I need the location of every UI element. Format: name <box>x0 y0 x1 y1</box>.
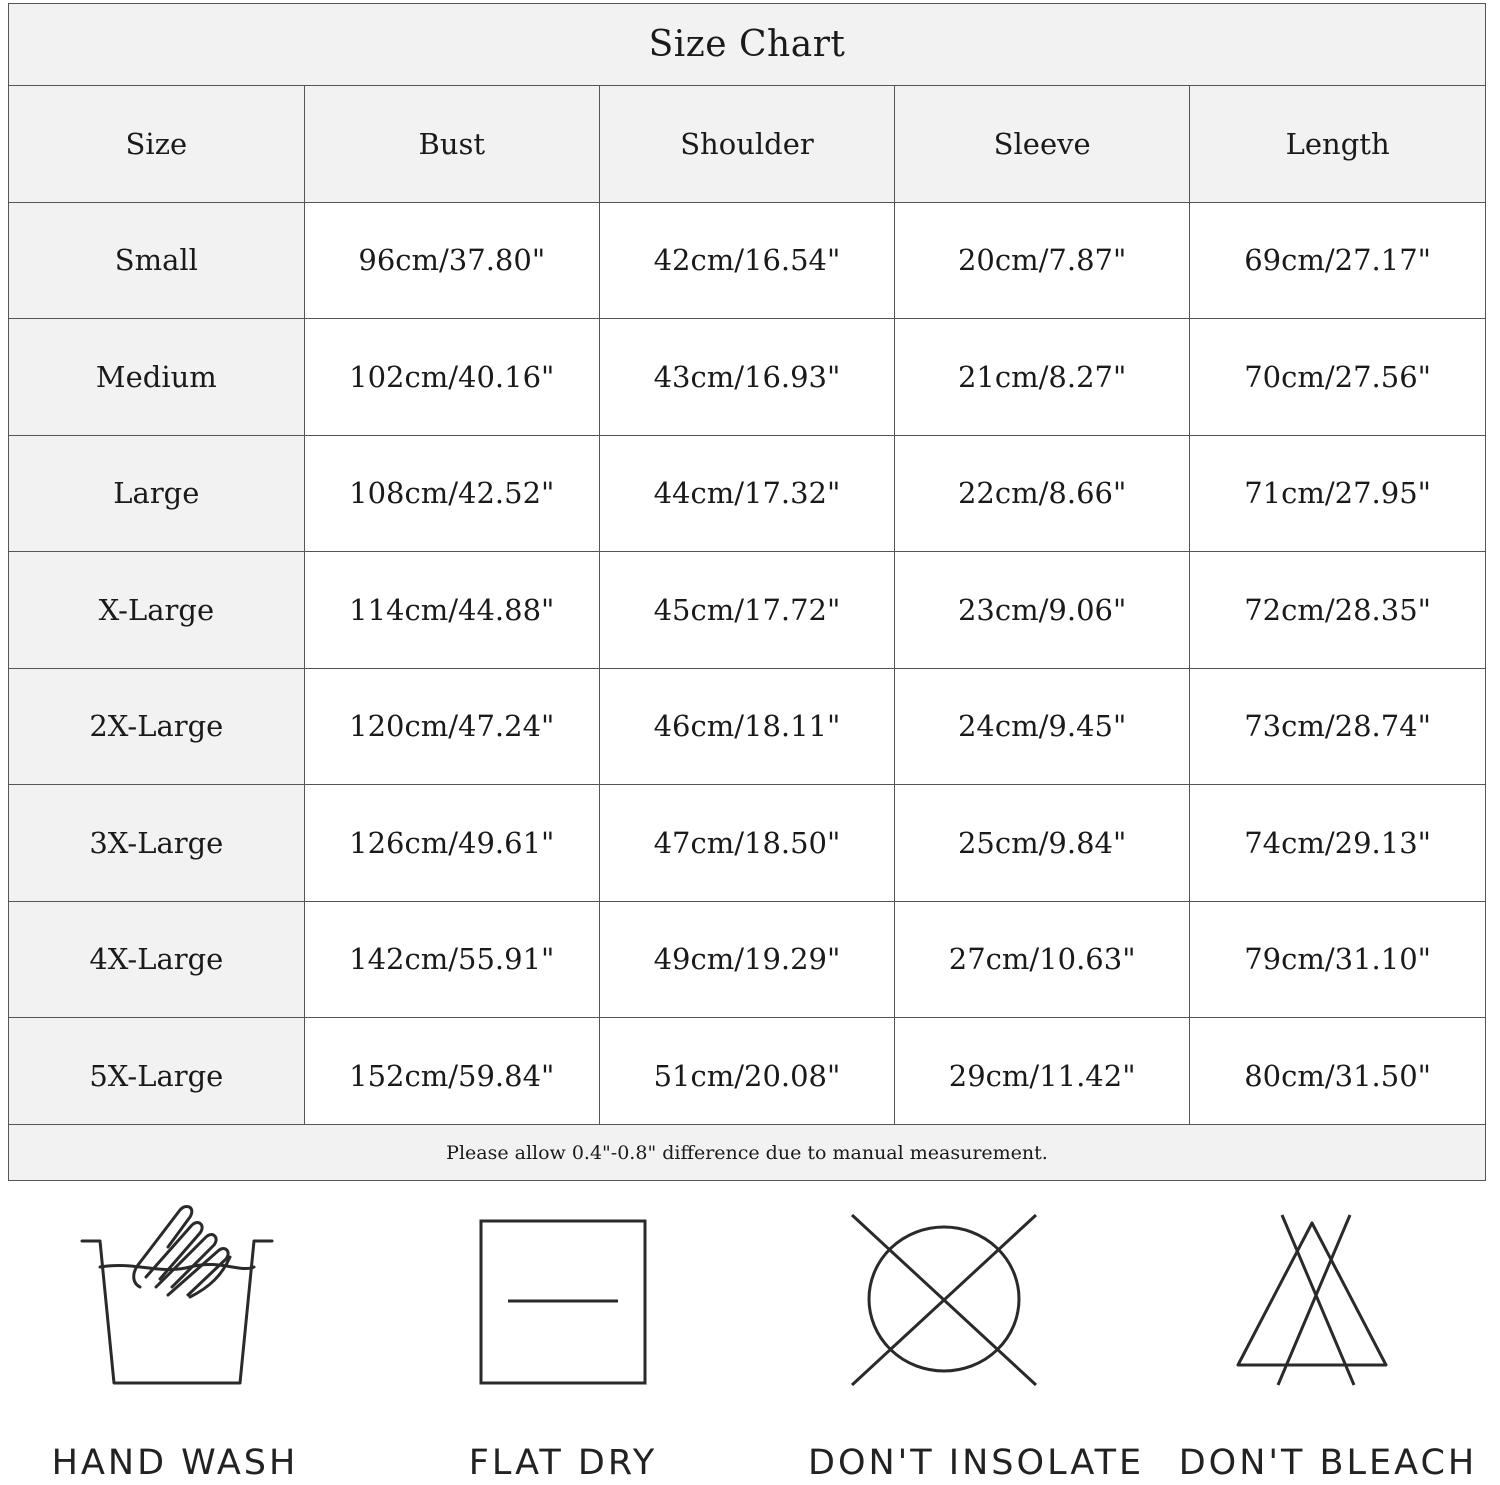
cell-sleeve: 29cm/11.42" <box>895 1018 1190 1135</box>
header-length: Length <box>1190 86 1485 202</box>
cell-shoulder: 51cm/20.08" <box>599 1018 894 1135</box>
table-row <box>9 202 1485 319</box>
table-row <box>9 319 1485 436</box>
cell-size: X-Large <box>9 552 304 669</box>
dont-insolate-label: DON'T INSOLATE <box>808 1443 1145 1483</box>
table-row <box>9 435 1485 552</box>
cell-size: Large <box>9 435 304 552</box>
table-body <box>9 202 1485 1134</box>
cell-bust: 120cm/47.24" <box>304 668 599 785</box>
cell-length: 69cm/27.17" <box>1190 202 1485 319</box>
flat-dry-icon <box>428 1195 698 1435</box>
header-sleeve: Sleeve <box>895 86 1190 202</box>
cell-bust: 102cm/40.16" <box>304 319 599 436</box>
hand-wash-icon <box>40 1195 310 1435</box>
cell-length: 71cm/27.95" <box>1190 435 1485 552</box>
table-row <box>9 785 1485 902</box>
cell-sleeve: 24cm/9.45" <box>895 668 1190 785</box>
dont-bleach-icon <box>1178 1195 1478 1435</box>
cell-size: 3X-Large <box>9 785 304 902</box>
table-row <box>9 552 1485 669</box>
cell-bust: 142cm/55.91" <box>304 901 599 1018</box>
measurement-note: Please allow 0.4"-0.8" difference due to manual measurement. <box>9 1124 1485 1180</box>
cell-length: 80cm/31.50" <box>1190 1018 1485 1135</box>
header-size: Size <box>9 86 304 202</box>
header-shoulder: Shoulder <box>599 86 894 202</box>
hand-wash-label: HAND WASH <box>51 1443 299 1483</box>
cell-bust: 96cm/37.80" <box>304 202 599 319</box>
cell-length: 70cm/27.56" <box>1190 319 1485 436</box>
cell-size: 2X-Large <box>9 668 304 785</box>
chart-title: Size Chart <box>9 4 1485 86</box>
cell-shoulder: 47cm/18.50" <box>599 785 894 902</box>
size-chart <box>8 3 1486 1181</box>
cell-size: 5X-Large <box>9 1018 304 1135</box>
care-dont-bleach <box>1178 1195 1478 1485</box>
cell-sleeve: 21cm/8.27" <box>895 319 1190 436</box>
dont-insolate-icon <box>808 1195 1078 1435</box>
cell-size: Small <box>9 202 304 319</box>
cell-length: 73cm/28.74" <box>1190 668 1485 785</box>
cell-sleeve: 27cm/10.63" <box>895 901 1190 1018</box>
cell-length: 74cm/29.13" <box>1190 785 1485 902</box>
cell-sleeve: 25cm/9.84" <box>895 785 1190 902</box>
cell-shoulder: 42cm/16.54" <box>599 202 894 319</box>
cell-shoulder: 44cm/17.32" <box>599 435 894 552</box>
care-dont-insolate <box>808 1195 1145 1485</box>
care-flat-dry <box>428 1195 698 1485</box>
table-row <box>9 1018 1485 1135</box>
header-bust: Bust <box>304 86 599 202</box>
care-hand-wash <box>40 1195 310 1485</box>
table-row <box>9 668 1485 785</box>
cell-sleeve: 23cm/9.06" <box>895 552 1190 669</box>
cell-length: 79cm/31.10" <box>1190 901 1485 1018</box>
cell-bust: 114cm/44.88" <box>304 552 599 669</box>
cell-shoulder: 45cm/17.72" <box>599 552 894 669</box>
size-table <box>9 86 1485 1135</box>
cell-bust: 126cm/49.61" <box>304 785 599 902</box>
cell-bust: 108cm/42.52" <box>304 435 599 552</box>
cell-shoulder: 43cm/16.93" <box>599 319 894 436</box>
table-row <box>9 901 1485 1018</box>
cell-bust: 152cm/59.84" <box>304 1018 599 1135</box>
header-row <box>9 86 1485 202</box>
dont-bleach-label: DON'T BLEACH <box>1178 1443 1478 1483</box>
cell-size: Medium <box>9 319 304 436</box>
cell-length: 72cm/28.35" <box>1190 552 1485 669</box>
cell-sleeve: 20cm/7.87" <box>895 202 1190 319</box>
cell-sleeve: 22cm/8.66" <box>895 435 1190 552</box>
flat-dry-label: FLAT DRY <box>468 1443 658 1483</box>
cell-shoulder: 49cm/19.29" <box>599 901 894 1018</box>
cell-shoulder: 46cm/18.11" <box>599 668 894 785</box>
cell-size: 4X-Large <box>9 901 304 1018</box>
